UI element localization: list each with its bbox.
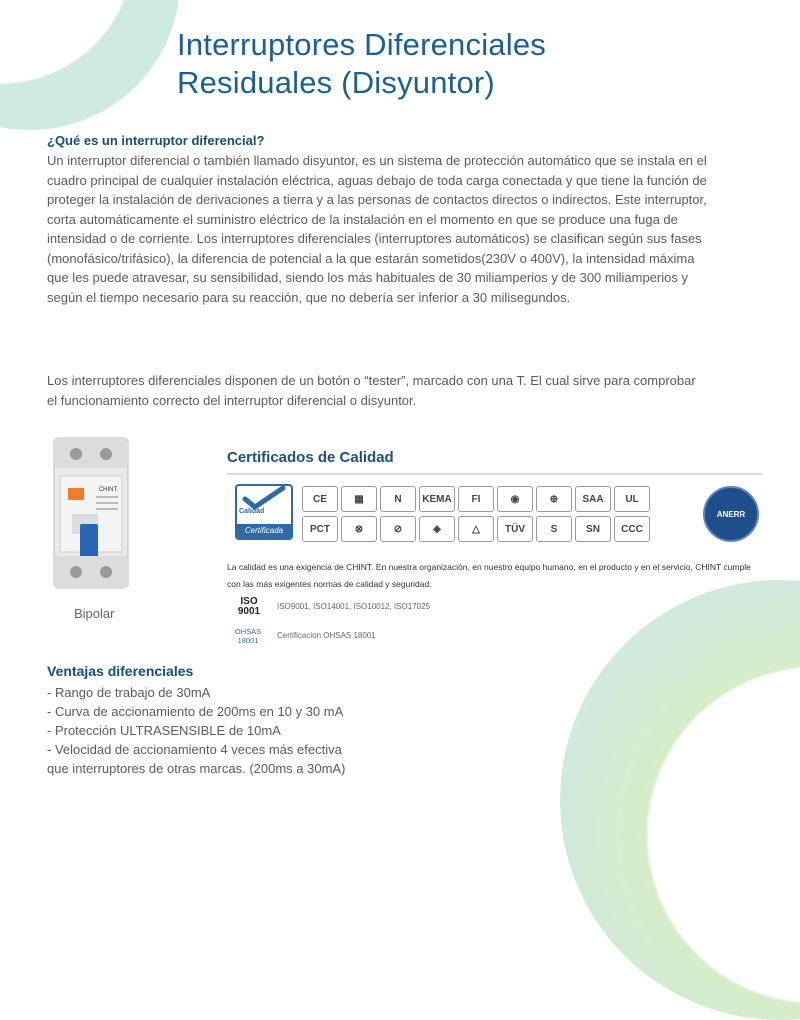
cert-mark: ◈ xyxy=(419,516,455,542)
cert-mark: TÜV xyxy=(497,516,533,542)
quality-certified-badge xyxy=(235,484,293,540)
question-heading: ¿Qué es un interruptor diferencial? xyxy=(47,133,265,148)
list-item: - Curva de accionamiento de 200ms en 10 y 30 mA xyxy=(47,704,344,719)
advantages-list xyxy=(47,683,447,778)
cert-mark: CE xyxy=(302,486,338,512)
badge-label-top: Calidad xyxy=(239,508,265,515)
breaker-illustration xyxy=(48,436,134,592)
cert-mark: UL xyxy=(614,486,650,512)
cert-mark: ⊘ xyxy=(380,516,416,542)
cert-mark: N xyxy=(380,486,416,512)
cert-mark: S xyxy=(536,516,572,542)
certification-marks-grid xyxy=(302,486,650,542)
anerr-seal: ANERR xyxy=(703,486,759,542)
breaker-device-image xyxy=(48,436,134,592)
cert-mark: PCT xyxy=(302,516,338,542)
iso-logo: ISO 9001 xyxy=(237,596,261,617)
decorative-circle-top-left xyxy=(0,0,180,130)
list-item: que interruptores de otras marcas. (200ms a 30mA) xyxy=(47,761,346,776)
cert-mark: CCC xyxy=(614,516,650,542)
title-line-2: Residuales (Disyuntor) xyxy=(177,65,495,100)
cert-mark: ⊗ xyxy=(341,516,377,542)
cert-mark: SAA xyxy=(575,486,611,512)
decorative-circle-bottom-right xyxy=(560,580,800,1020)
certificates-heading: Certificados de Calidad xyxy=(227,449,394,466)
device-brand-text: CHINT xyxy=(98,487,118,493)
cert-mark: FI xyxy=(458,486,494,512)
list-item: - Rango de trabajo de 30mA xyxy=(47,685,211,700)
ohsas-text: Certificacion OHSAS 18001 xyxy=(277,631,376,640)
advantages-heading: Ventajas diferenciales xyxy=(47,663,194,679)
cert-mark: ⊕ xyxy=(536,486,572,512)
checkmark-icon xyxy=(239,486,287,510)
list-item: - Velocidad de accionamiento 4 veces más efectiva xyxy=(47,742,342,757)
badge-label-bottom: Certificada xyxy=(237,524,291,538)
title-line-1: Interruptores Diferenciales xyxy=(177,27,546,62)
quality-statement: La calidad es una exigencia de CHINT. En nuestra organización, en nuestro equipo humano, en el producto y en el servicio, CHINT cumple con las más exigentes normas de calidad y seguridad. xyxy=(227,562,751,589)
cert-mark: ◉ xyxy=(497,486,533,512)
cert-mark: SN xyxy=(575,516,611,542)
cert-mark: ▦ xyxy=(341,486,377,512)
tester-paragraph: Los interruptores diferenciales disponen de un botón o “tester”, marcado con una T. El cual sirve para comprobar el funcionamiento correcto del interruptor diferencial o disyuntor. xyxy=(47,373,696,408)
cert-mark: KEMA xyxy=(419,486,455,512)
cert-mark: △ xyxy=(458,516,494,542)
iso-standards-text: ISO9001, ISO14001, ISO10012, ISO17025 xyxy=(277,602,430,611)
intro-paragraph: Un interruptor diferencial o también llamado disyuntor, es un sistema de protección automático que se instala en el cuadro principal de cualquier instalación eléctrica, aguas debajo de toda carga conectada y que tiene la función de proteger la instalación de derivaciones a tierra y a las personas de contactos directos o indirectos. Este interruptor, corta automáticamente el suministro eléctrico de la instalación en el momento en que se produce una fuga de intensidad o de corriente. Los interruptores diferenciales (interruptores automáticos) se clasifican según sus fases (monofásico/trifásico), la diferencia de potencial a la que estarán sometidos(230V o 400V), la intensidad máxima que les puede atravesar, su sensibilidad, siendo los más habituales de 30 miliamperios y de 300 miliamperios y según el tiempo necesario para su reacción, que no debería ser inferior a 30 milisegundos. xyxy=(47,153,707,305)
device-caption: Bipolar xyxy=(74,606,115,621)
certificates-divider xyxy=(227,473,762,475)
page-title xyxy=(177,26,717,102)
ohsas-logo: OHSAS 18001 xyxy=(234,627,262,645)
list-item: - Protección ULTRASENSIBLE de 10mA xyxy=(47,723,281,738)
